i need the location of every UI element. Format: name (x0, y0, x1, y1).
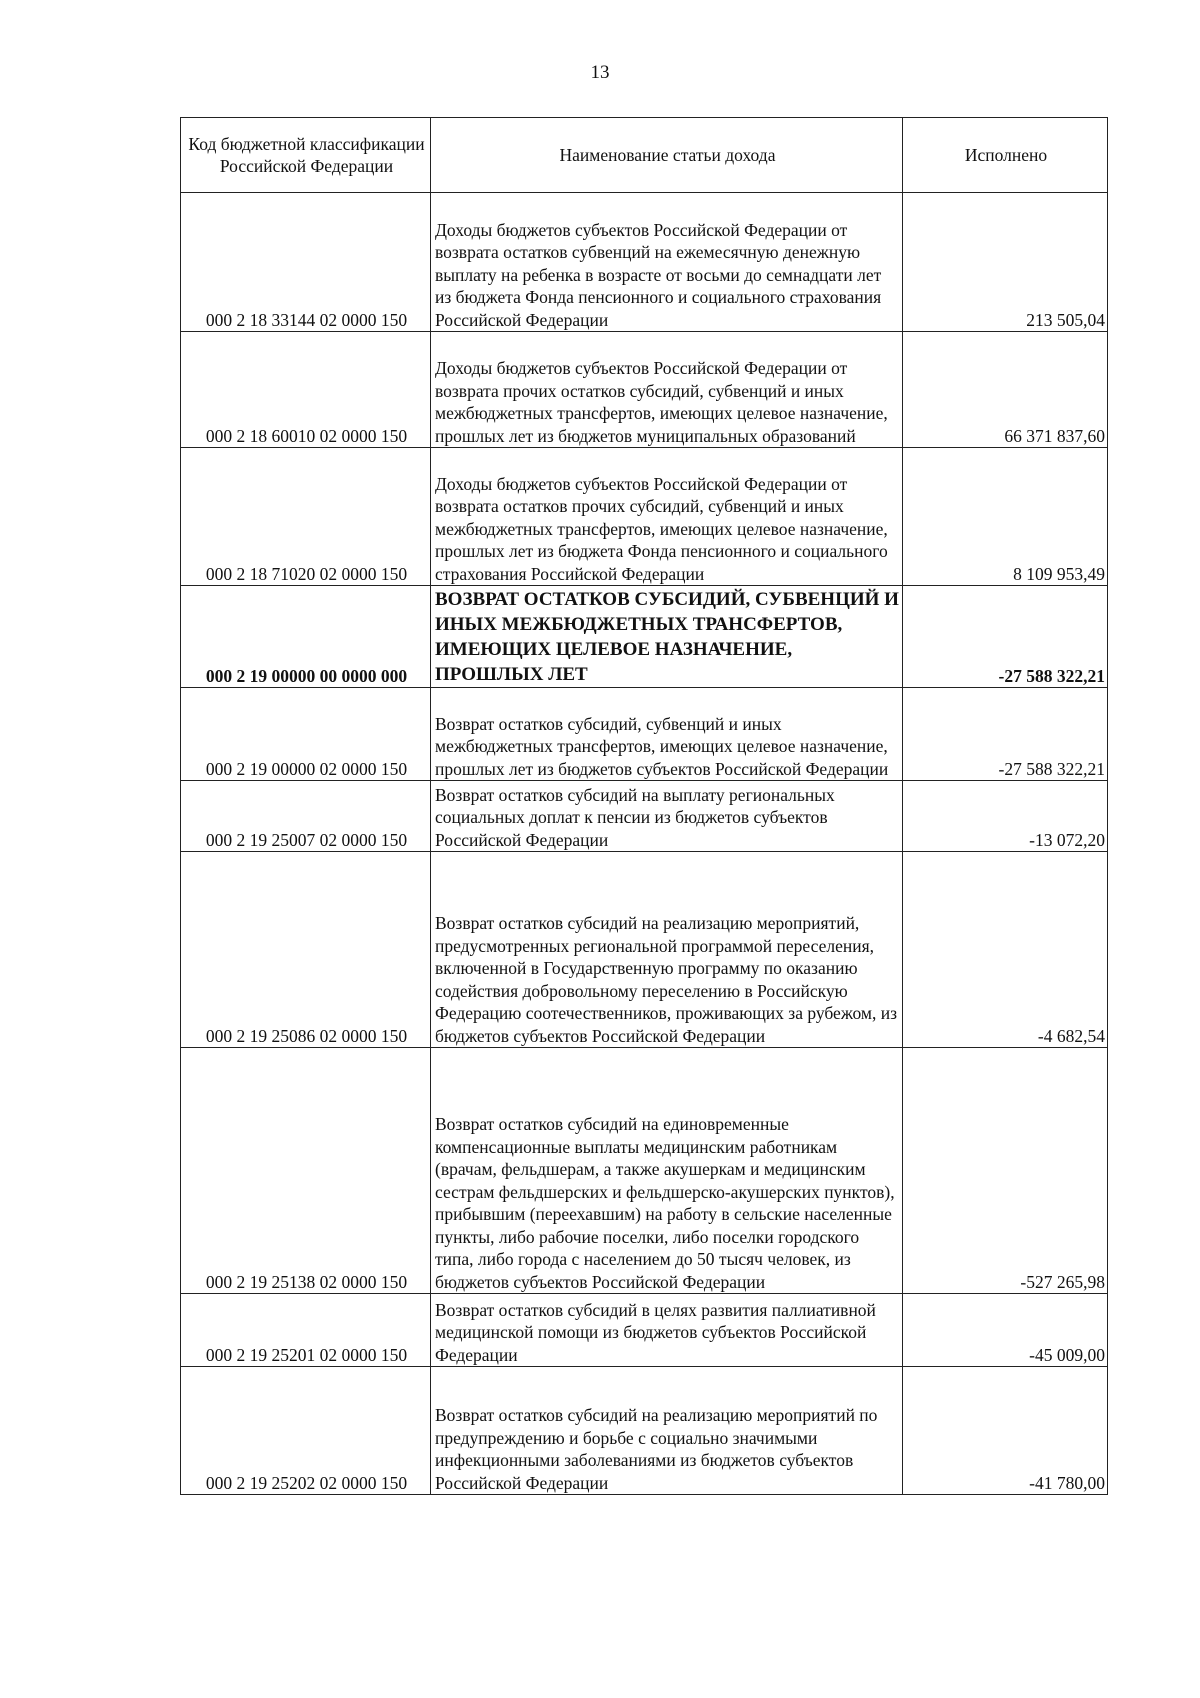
row-code: 000 2 18 33144 02 0000 150 (181, 193, 431, 332)
table-row (181, 1367, 1108, 1495)
row-name: Доходы бюджетов субъектов Российской Федерации от возврата остатков прочих субсидий, субвенций и иных межбюджетных трансфертов, имеющих целевое назначение, прошлых лет из бюджета Фонда пенсионного и социального страхования Российской Федерации (431, 448, 903, 586)
table-row (181, 1294, 1108, 1367)
row-executed: 213 505,04 (903, 193, 1108, 332)
table-row-total (181, 586, 1108, 688)
row-code: 000 2 19 25007 02 0000 150 (181, 781, 431, 852)
revenue-table (180, 117, 1108, 1495)
row-executed: -27 588 322,21 (903, 586, 1108, 688)
row-code: 000 2 19 25086 02 0000 150 (181, 852, 431, 1048)
row-code: 000 2 19 25202 02 0000 150 (181, 1367, 431, 1495)
table-header-row (181, 118, 1108, 193)
row-code: 000 2 19 00000 00 0000 000 (181, 586, 431, 688)
table-row (181, 781, 1108, 852)
table-row (181, 688, 1108, 781)
row-code: 000 2 18 60010 02 0000 150 (181, 332, 431, 448)
table-row (181, 448, 1108, 586)
table-row (181, 193, 1108, 332)
row-name: Возврат остатков субсидий на реализацию мероприятий, предусмотренных региональной программой переселения, включенной в Государственную программу по оказанию содействия добровольному переселению в Российскую Федерацию соотечественников, проживающих за рубежом, из бюджетов субъектов Российской Федерации (431, 852, 903, 1048)
row-name: Возврат остатков субсидий на выплату региональных социальных доплат к пенсии из бюджетов субъектов Российской Федерации (431, 781, 903, 852)
table-row (181, 1048, 1108, 1294)
row-code: 000 2 19 25138 02 0000 150 (181, 1048, 431, 1294)
table-row (181, 332, 1108, 448)
row-executed: -527 265,98 (903, 1048, 1108, 1294)
row-executed: -27 588 322,21 (903, 688, 1108, 781)
row-name: Доходы бюджетов субъектов Российской Федерации от возврата остатков субвенций на ежемесячную денежную выплату на ребенка в возрасте от восьми до семнадцати лет из бюджета Фонда пенсионного и социального страхования Российской Федерации (431, 193, 903, 332)
row-executed: -45 009,00 (903, 1294, 1108, 1367)
row-name: Возврат остатков субсидий на реализацию мероприятий по предупреждению и борьбе с социально значимыми инфекционными заболеваниями из бюджетов субъектов Российской Федерации (431, 1367, 903, 1495)
row-executed: -13 072,20 (903, 781, 1108, 852)
row-name: Возврат остатков субсидий на единовременные компенсационные выплаты медицинским работникам (врачам, фельдшерам, а также акушеркам и медицинским сестрам фельдшерских и фельдшерско-акушерских пунктов), прибывшим (переехавшим) на работу в сельские населенные пункты, либо рабочие поселки, либо поселки городского типа, либо города с населением до 50 тысяч человек, из бюджетов субъектов Российской Федерации (431, 1048, 903, 1294)
row-executed: -41 780,00 (903, 1367, 1108, 1495)
row-name: Возврат остатков субсидий в целях развития паллиативной медицинской помощи из бюджетов субъектов Российской Федерации (431, 1294, 903, 1367)
header-executed: Исполнено (903, 118, 1108, 193)
header-code: Код бюджетной классификации Российской Федерации (181, 118, 431, 193)
page-number: 13 (590, 62, 610, 83)
row-code: 000 2 19 25201 02 0000 150 (181, 1294, 431, 1367)
row-code: 000 2 19 00000 02 0000 150 (181, 688, 431, 781)
row-executed: 8 109 953,49 (903, 448, 1108, 586)
row-name: ВОЗВРАТ ОСТАТКОВ СУБСИДИЙ, СУБВЕНЦИЙ И ИНЫХ МЕЖБЮДЖЕТНЫХ ТРАНСФЕРТОВ, ИМЕЮЩИХ ЦЕЛЕВОЕ НАЗНАЧЕНИЕ, ПРОШЛЫХ ЛЕТ (431, 586, 903, 688)
row-name: Возврат остатков субсидий, субвенций и иных межбюджетных трансфертов, имеющих целевое назначение, прошлых лет из бюджетов субъектов Российской Федерации (431, 688, 903, 781)
table-body (181, 193, 1108, 1495)
row-name: Доходы бюджетов субъектов Российской Федерации от возврата прочих остатков субсидий, субвенций и иных межбюджетных трансфертов, имеющих целевое назначение, прошлых лет из бюджетов муниципальных образований (431, 332, 903, 448)
table-row (181, 852, 1108, 1048)
row-code: 000 2 18 71020 02 0000 150 (181, 448, 431, 586)
row-executed: 66 371 837,60 (903, 332, 1108, 448)
row-executed: -4 682,54 (903, 852, 1108, 1048)
header-name: Наименование статьи дохода (431, 118, 903, 193)
